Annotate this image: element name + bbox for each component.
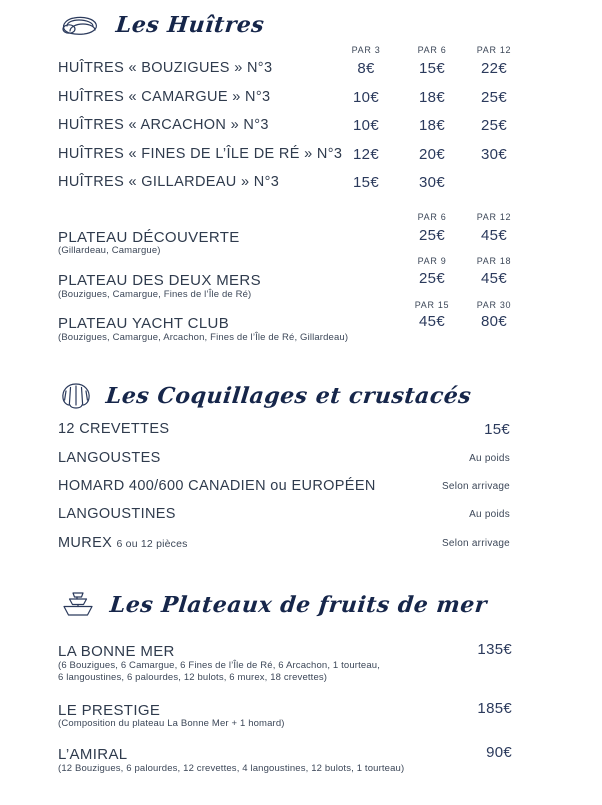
column-header-par6: PAR 6 — [417, 45, 447, 55]
menu-item-price: 22€ — [481, 60, 507, 77]
menu-item-price: 45€ — [419, 313, 445, 330]
seafood-platter-icon — [60, 589, 96, 621]
section-title: Les Plateaux de fruits de mer — [108, 592, 489, 618]
menu-item-description: (Bouzigues, Camargue, Arcachon, Fines de l’Île de Ré, Gillardeau) — [58, 332, 349, 343]
menu-item-name: HUÎTRES « BOUZIGUES » N°3 — [58, 60, 273, 76]
menu-item-name: LANGOUSTINES — [58, 506, 176, 522]
menu-item-price: 18€ — [419, 117, 445, 134]
menu-item-name: L’AMIRAL — [58, 746, 128, 763]
menu-item-description: (Bouzigues, Camargue, Fines de l’Île de Ré) — [58, 289, 252, 300]
menu-item-name: LA BONNE MER — [58, 643, 175, 660]
menu-item-price: 30€ — [481, 146, 507, 163]
menu-item-price: 18€ — [419, 89, 445, 106]
menu-item-name: LANGOUSTES — [58, 450, 161, 466]
oyster-icon — [58, 10, 102, 40]
column-header-par6: PAR 6 — [417, 212, 447, 222]
column-header-par12: PAR 12 — [476, 45, 512, 55]
menu-item-price: 45€ — [481, 227, 507, 244]
menu-item-price: 30€ — [419, 174, 445, 191]
menu-item-description-line: (Composition du plateau La Bonne Mer + 1 homard) — [58, 718, 285, 729]
menu-item-name: HUÎTRES « ARCACHON » N°3 — [58, 117, 269, 133]
menu-item-price: 20€ — [419, 146, 445, 163]
section-heading-coquillages — [60, 381, 471, 411]
menu-item-name: HOMARD 400/600 CANADIEN ou EUROPÉEN — [58, 478, 376, 494]
menu-item-price: 25€ — [419, 270, 445, 287]
menu-item-name: HUÎTRES « FINES DE L’ÎLE DE RÉ » N°3 — [58, 146, 343, 162]
menu-item-note: Au poids — [469, 453, 510, 464]
menu-item-price: 10€ — [353, 89, 379, 106]
menu-item-price: 15€ — [484, 421, 510, 438]
menu-item-price: 25€ — [419, 227, 445, 244]
menu-item-name: LE PRESTIGE — [58, 702, 161, 719]
section-title: Les Huîtres — [114, 12, 266, 38]
menu-item-price: 80€ — [481, 313, 507, 330]
menu-item-price: 15€ — [353, 174, 379, 191]
menu-item-note: Au poids — [469, 509, 510, 520]
menu-item-price: 15€ — [419, 60, 445, 77]
menu-item-price: 10€ — [353, 117, 379, 134]
column-header-par3: PAR 3 — [351, 45, 381, 55]
menu-item-price: 8€ — [357, 60, 375, 77]
section-heading-plateaux — [60, 589, 487, 621]
menu-item-name: 12 CREVETTES — [58, 421, 170, 437]
menu-item-description: (Gillardeau, Camargue) — [58, 245, 161, 256]
section-title: Les Coquillages et crustacés — [104, 383, 473, 409]
column-header-par12: PAR 12 — [476, 212, 512, 222]
menu-item-note: Selon arrivage — [442, 538, 510, 549]
menu-item-name: PLATEAU YACHT CLUB — [58, 315, 230, 332]
menu-item-name — [58, 535, 188, 551]
menu-item-note: Selon arrivage — [442, 481, 510, 492]
scallop-shell-icon — [60, 381, 92, 411]
column-header-par9: PAR 9 — [417, 256, 447, 266]
menu-item-price: 12€ — [353, 146, 379, 163]
column-header-par30: PAR 30 — [476, 300, 512, 310]
menu-item-price: 25€ — [481, 117, 507, 134]
menu-item-price: 135€ — [477, 641, 512, 658]
section-heading-huitres — [58, 10, 264, 40]
menu-item-name: PLATEAU DÉCOUVERTE — [58, 229, 240, 246]
menu-item-price: 45€ — [481, 270, 507, 287]
column-header-par18: PAR 18 — [476, 256, 512, 266]
menu-item-name: PLATEAU DES DEUX MERS — [58, 272, 261, 289]
menu-item-price: 90€ — [486, 744, 512, 761]
menu-item-name: HUÎTRES « GILLARDEAU » N°3 — [58, 174, 280, 190]
menu-item-price: 185€ — [477, 700, 512, 717]
menu-item-description-line: (6 Bouzigues, 6 Camargue, 6 Fines de l’Île de Ré, 6 Arcachon, 1 tourteau, — [58, 660, 380, 671]
menu-item-name: HUÎTRES « CAMARGUE » N°3 — [58, 89, 271, 105]
column-header-par15: PAR 15 — [414, 300, 450, 310]
menu-item-qty-note: 6 ou 12 pièces — [116, 538, 188, 550]
menu-item-label: MUREX — [58, 535, 113, 551]
menu-item-description-line: 6 langoustines, 6 palourdes, 12 bulots, 6 murex, 18 crevettes) — [58, 672, 328, 683]
menu-item-price: 25€ — [481, 89, 507, 106]
menu-item-description-line: (12 Bouzigues, 6 palourdes, 12 crevettes, 4 langoustines, 12 bulots, 1 tourteau) — [58, 763, 405, 774]
